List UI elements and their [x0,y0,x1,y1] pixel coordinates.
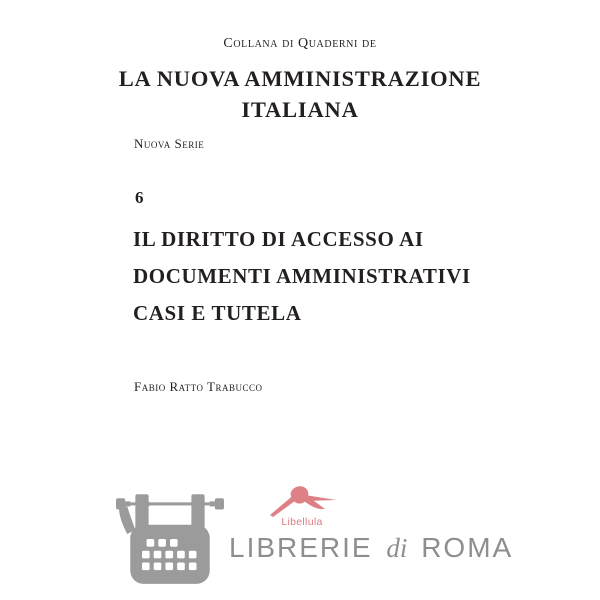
series-subtitle: Nuova Serie [134,136,205,151]
volume-number: 6 [135,188,144,207]
brand-di: di [386,533,408,563]
book-title-line: CASI E TUTELA [133,301,302,325]
brand-librerie: LIBRERIE [229,532,373,563]
imprint-label: Libellula [281,516,323,528]
series-title [50,63,550,125]
dragonfly-icon [269,484,337,518]
brand-roma: ROMA [421,532,514,563]
author-name: Fabio Ratto Trabucco [134,379,263,394]
book-title-line: DOCUMENTI AMMINISTRATIVI [133,264,471,288]
series-title-line: LA NUOVA AMMINISTRAZIONE [118,66,482,91]
book-title-line: IL DIRITTO DI ACCESSO AI [133,227,424,251]
book-title [133,221,553,332]
typewriter-icon [116,489,224,584]
series-title-line: ITALIANA [241,97,359,122]
series-collection-label: Collana di Quaderni de [223,36,377,51]
publisher-wordmark [229,532,589,564]
